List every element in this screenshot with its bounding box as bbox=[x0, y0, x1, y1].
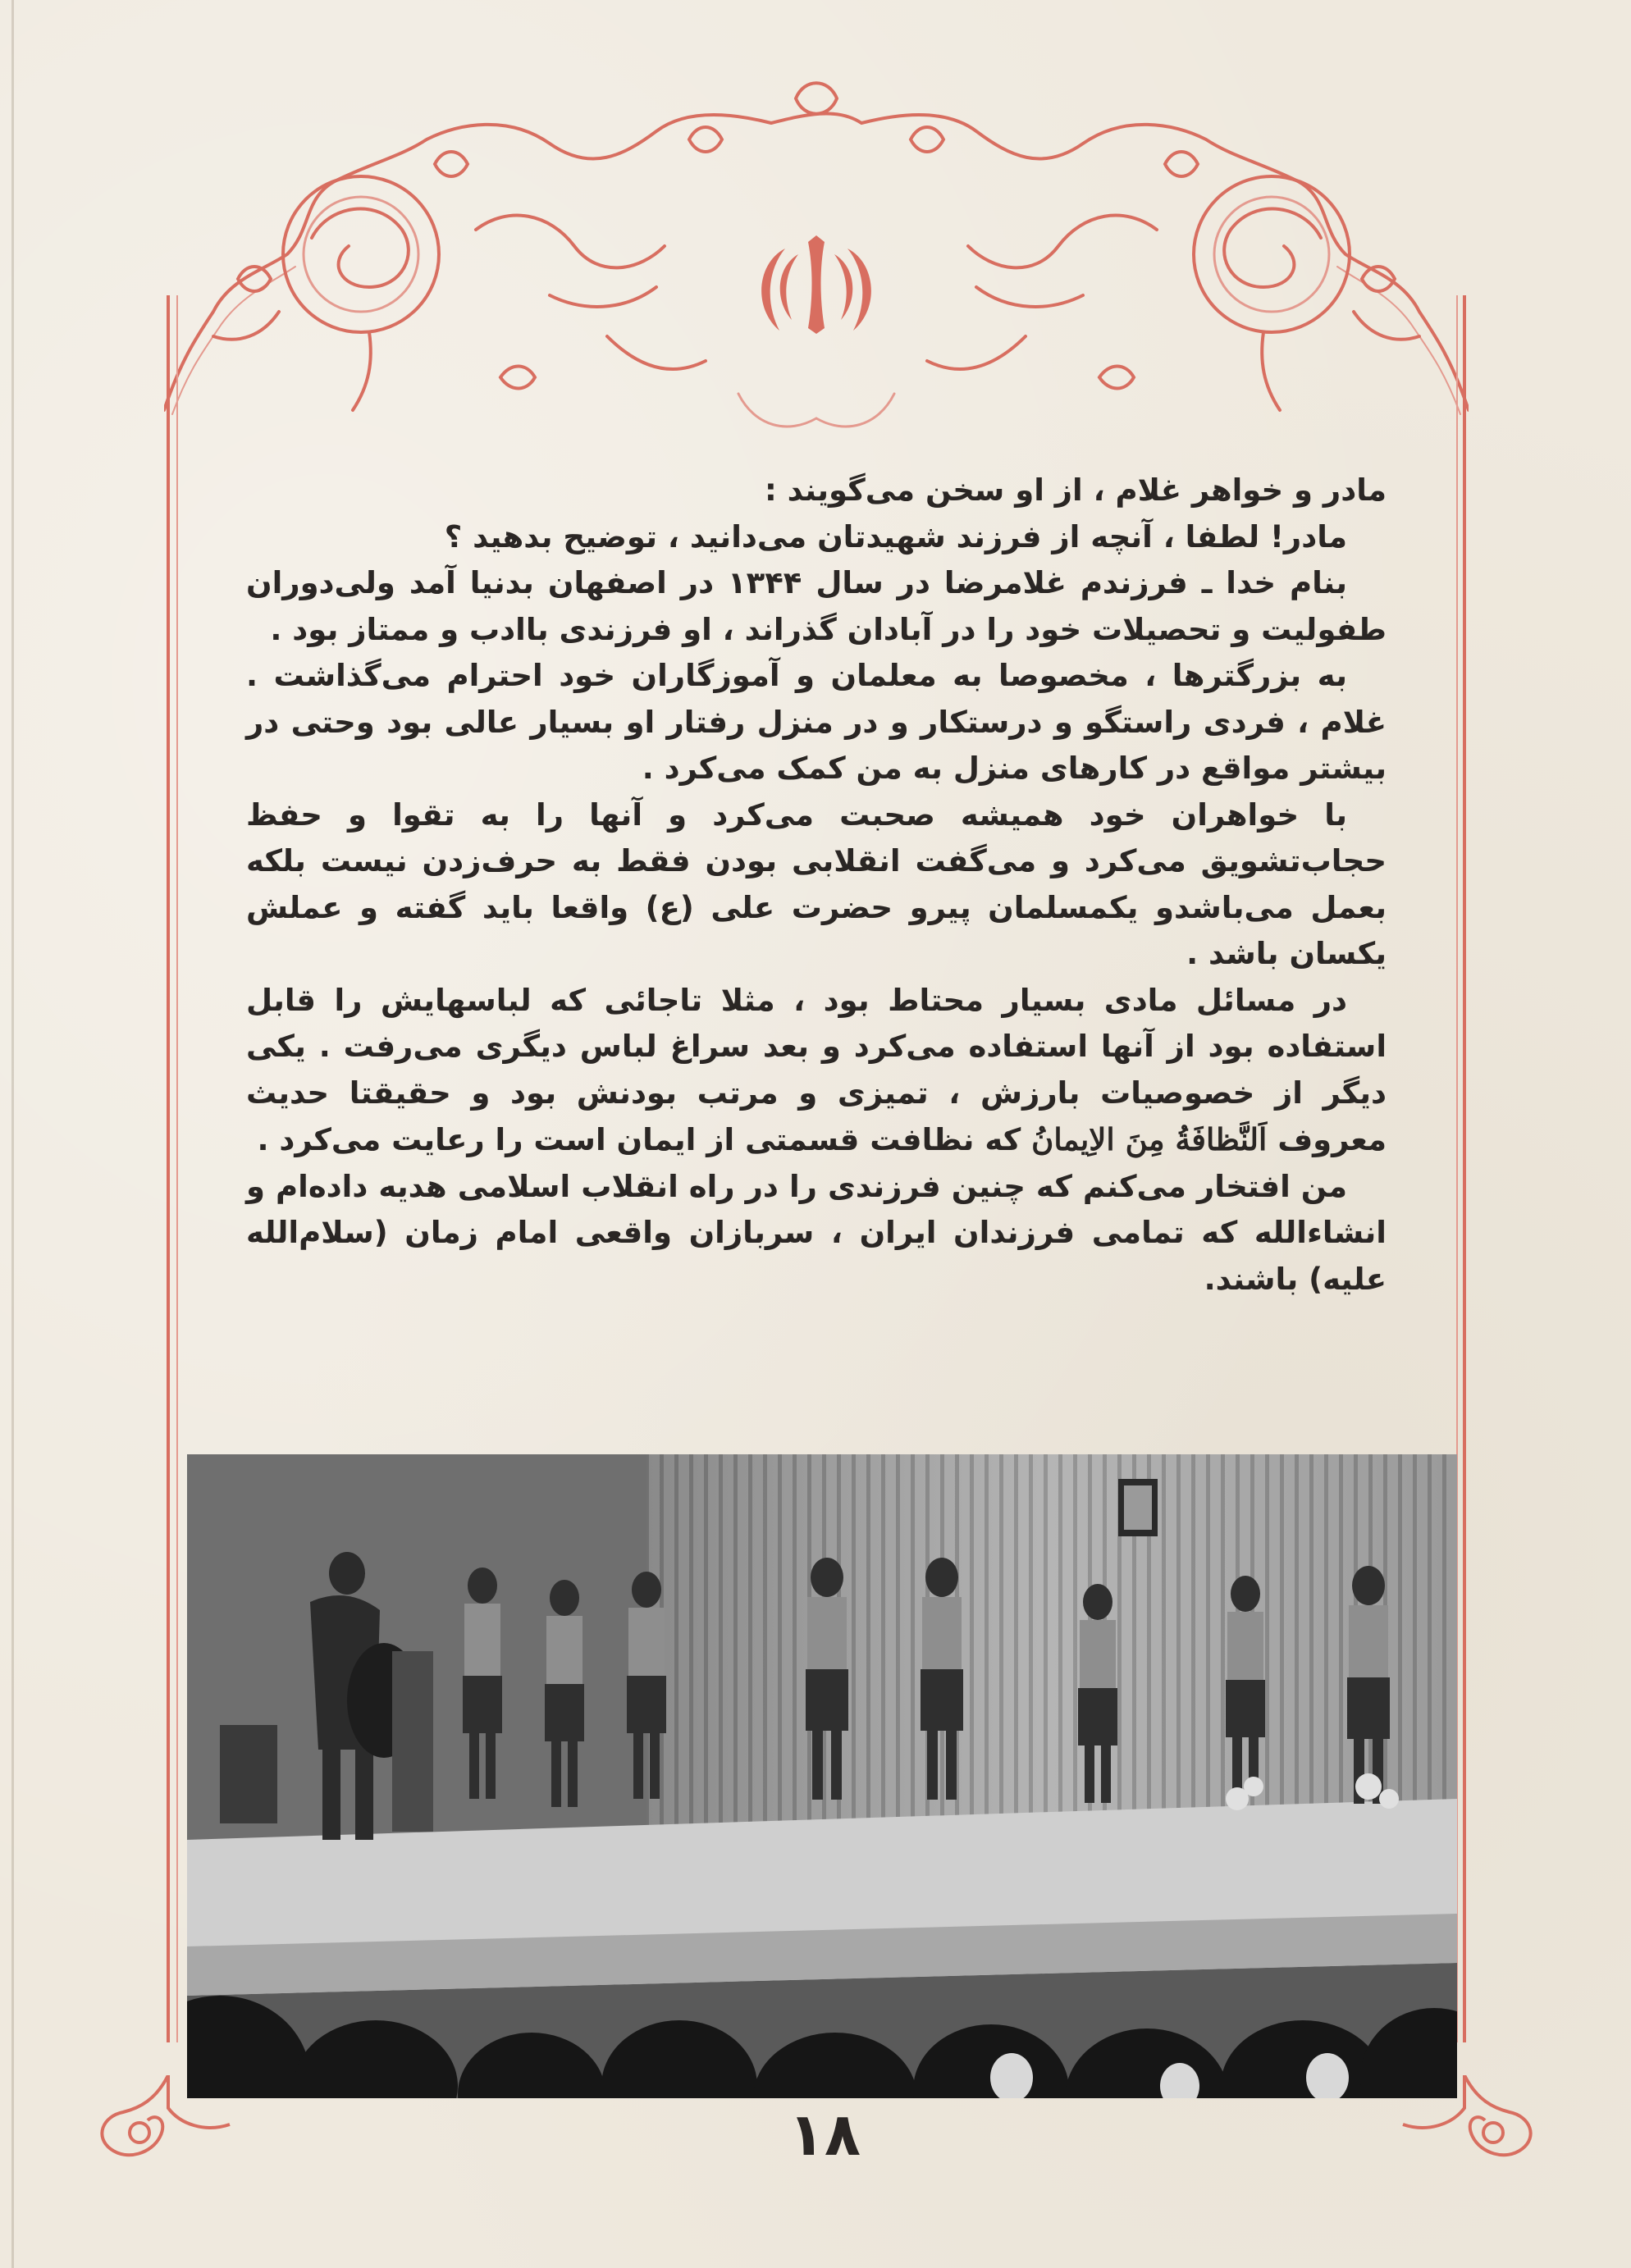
hadith-phrase: اَلنَّظافَةُ مِنَ الاِیمانُ bbox=[1031, 1121, 1268, 1157]
paragraph-cleanliness-after: که نظافت قسمتی از ایمان است را رعایت می‌کرد . bbox=[257, 1122, 1021, 1157]
frame-left-border bbox=[167, 295, 170, 2042]
intro-line: مادر و خواهر غلام ، از او سخن می‌گویند : bbox=[764, 472, 1387, 508]
paragraph-respect: به بزرگترها ، مخصوصا به معلمان و آموزگاران خود احترام می‌گذاشت . غلام ، فردی راستگو و درستکار و در منزل رفتار او بسیار عالی بود وحتی در بیشتر مواقع در کارهای منزل به من کمک می‌کرد . bbox=[246, 658, 1387, 786]
corner-ornament-left bbox=[90, 2075, 238, 2174]
frame-right-border bbox=[1463, 295, 1466, 2042]
page-number: ۱۸ bbox=[788, 2100, 861, 2169]
paragraph-pride: من افتخار می‌کنم که چنین فرزندی را در راه انقلاب اسلامی هدیه داده‌ام و انشاءالله که تمامی فرزندان ایران ، سربازان واقعی امام زمان (سلام‌الله علیه) باشند. bbox=[246, 1168, 1387, 1297]
paragraph-sisters: با خواهران خود همیشه صحبت می‌کرد و آنها را به تقوا و حفظ حجاب‌تشویق می‌کرد و می‌گفت انقلابی بودن فقط به حرف‌زدن نیست بلکه بعمل می‌باشدو یکمسلمان پیرو حضرت علی (ع) واقعا باید گفته و عملش یکسان باشد . bbox=[246, 796, 1387, 971]
paragraph-cleanliness-before: در مسائل مادی بسیار محتاط بود ، مثلا تاجائی که لباسهایش را قابل استفاده بود از آنها استفاده می‌کرد و بعد سراغ لباس دیگری می‌رفت . یکی دیگر از خصوصیات بارزش ، تمیزی و مرتب بودنش بود و حقیقتا حدیث معروف bbox=[246, 982, 1387, 1157]
article-text bbox=[246, 468, 1387, 1303]
iran-emblem-icon bbox=[761, 235, 871, 334]
arabesque-ornament bbox=[164, 66, 1469, 459]
corner-ornament-right bbox=[1395, 2075, 1542, 2174]
children-performing-on-stage-photo bbox=[187, 1454, 1457, 2098]
paragraph-cleanliness bbox=[246, 978, 1387, 1164]
paragraph-birth: بنام خدا ـ فرزندم غلامرضا در سال ۱۳۴۴ در اصفهان بدنیا آمد ولی‌دوران طفولیت و تحصیلات خود را در آبادان گذراند ، او فرزندی باادب و ممتاز بود . bbox=[246, 565, 1387, 647]
interview-question: مادر! لطفا ، آنچه از فرزند شهیدتان می‌دانید ، توضیح بدهید ؟ bbox=[444, 518, 1347, 554]
page-fold-line bbox=[11, 0, 14, 2268]
